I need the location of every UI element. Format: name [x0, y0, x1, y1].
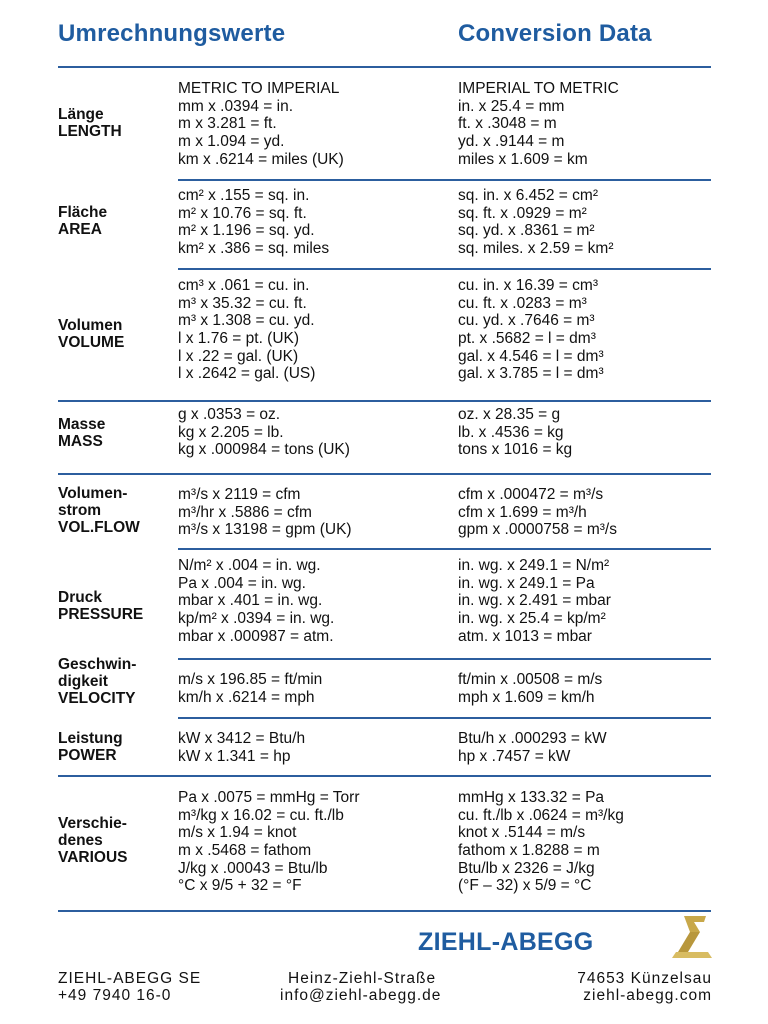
imperial-column — [458, 406, 572, 459]
footer-street: Heinz-Ziehl-Straße — [288, 970, 437, 987]
imperial-column — [458, 80, 619, 168]
section-label — [58, 589, 176, 623]
conversion-formula: miles x 1.609 = km — [458, 150, 588, 168]
title-german: Umrechnungswerte — [58, 20, 286, 47]
conversion-formula: in. x 25.4 = mm — [458, 97, 565, 115]
conversion-formula: m³/s x 2119 = cfm — [178, 486, 301, 503]
section-label-english: VOL.FLOW — [58, 519, 140, 536]
conversion-formula: m² x 1.196 = sq. yd. — [178, 222, 315, 240]
section-divider — [178, 717, 711, 719]
conversion-formula: km x .6214 = miles (UK) — [178, 150, 344, 168]
conversion-formula: gal. x 3.785 = l = dm³ — [458, 365, 604, 383]
conversion-formula: kg x .000984 = tons (UK) — [178, 441, 350, 459]
conversion-formula: m x 3.281 = ft. — [178, 115, 277, 133]
conversion-formula: N/m² x .004 = in. wg. — [178, 557, 321, 574]
conversion-formula: cfm x 1.699 = m³/h — [458, 503, 587, 521]
conversion-formula: m x 1.094 = yd. — [178, 133, 285, 151]
conversion-formula: m² x 10.76 = sq. ft. — [178, 204, 307, 222]
logo-text: ZIEHL-ABEGG — [418, 928, 594, 956]
conversion-formula: m/s x 1.94 = knot — [178, 824, 297, 842]
metric-column — [178, 486, 352, 539]
conversion-formula: in. wg. x 249.1 = N/m² — [458, 557, 610, 574]
conversion-formula: in. wg. x 2.491 = mbar — [458, 592, 611, 610]
conversion-formula: fathom x 1.8288 = m — [458, 842, 600, 860]
section-label-english: VARIOUS — [58, 849, 128, 866]
conversion-formula: kg x 2.205 = lb. — [178, 423, 284, 441]
conversion-formula: kp/m² x .0394 = in. wg. — [178, 610, 335, 628]
conversion-formula: in. wg. x 25.4 = kp/m² — [458, 610, 606, 628]
footer-web[interactable]: ziehl-abegg.com — [583, 987, 712, 1004]
conversion-formula: yd. x .9144 = m — [458, 133, 565, 151]
metric-column — [178, 730, 305, 765]
conversion-formula: oz. x 28.35 = g — [458, 406, 561, 423]
conversion-formula: °C x 9/5 + 32 = °F — [178, 877, 302, 895]
conversion-formula: sq. ft. x .0929 = m² — [458, 204, 587, 222]
conversion-formula: Btu/lb x 2326 = J/kg — [458, 859, 595, 877]
imperial-column — [458, 187, 613, 258]
conversion-formula: cu. ft. x .0283 = m³ — [458, 294, 587, 312]
conversion-formula: ft/min x .00508 = m/s — [458, 671, 603, 688]
conversion-formula: l x .2642 = gal. (US) — [178, 365, 316, 383]
metric-column — [178, 671, 322, 706]
header-rule — [58, 66, 711, 68]
conversion-formula: sq. yd. x .8361 = m² — [458, 222, 595, 240]
metric-column — [178, 80, 344, 168]
conversion-formula: cu. in. x 16.39 = cm³ — [458, 277, 598, 294]
conversion-formula: sq. miles. x 2.59 = km² — [458, 240, 614, 258]
conversion-formula: m/s x 196.85 = ft/min — [178, 671, 323, 688]
conversion-formula: kW x 1.341 = hp — [178, 747, 291, 765]
conversion-formula: Btu/h x .000293 = kW — [458, 730, 607, 747]
conversion-formula: m³/kg x 16.02 = cu. ft./lb — [178, 806, 344, 824]
conversion-formula: J/kg x .00043 = Btu/lb — [178, 859, 328, 877]
conversion-formula: cm² x .155 = sq. in. — [178, 187, 310, 204]
conversion-formula: m³/hr x .5886 = cfm — [178, 503, 312, 521]
section-label-german: Masse — [58, 416, 106, 433]
conversion-formula: METRIC TO IMPERIAL — [178, 80, 340, 97]
footer-city: 74653 Künzelsau — [577, 970, 712, 987]
metric-column — [178, 557, 334, 645]
imperial-column — [458, 277, 604, 383]
conversion-formula: m x .5468 = fathom — [178, 842, 312, 860]
metric-column — [178, 187, 329, 258]
imperial-column — [458, 730, 607, 765]
imperial-column — [458, 486, 617, 539]
conversion-formula: m³/s x 13198 = gpm (UK) — [178, 521, 352, 539]
conversion-formula: m³ x 35.32 = cu. ft. — [178, 294, 307, 312]
imperial-column — [458, 671, 602, 706]
conversion-formula: mbar x .000987 = atm. — [178, 627, 334, 645]
conversion-formula: cu. yd. x .7646 = m³ — [458, 312, 595, 330]
conversion-formula: knot x .5144 = m/s — [458, 824, 586, 842]
section-divider — [178, 548, 711, 550]
section-divider — [58, 775, 711, 777]
conversion-formula: IMPERIAL TO METRIC — [458, 80, 619, 97]
section-label-german: Geschwin- — [58, 656, 137, 673]
section-label-english: VELOCITY — [58, 690, 136, 707]
section-label-english: POWER — [58, 747, 117, 764]
section-label-english: MASS — [58, 433, 103, 450]
conversion-formula: lb. x .4536 = kg — [458, 423, 564, 441]
section-label-english: PRESSURE — [58, 606, 144, 623]
section-label — [58, 204, 176, 238]
section-label-german: strom — [58, 502, 102, 519]
conversion-formula: mph x 1.609 = km/h — [458, 688, 595, 706]
conversion-formula: mm x .0394 = in. — [178, 97, 294, 115]
section-label-german: Leistung — [58, 730, 123, 747]
imperial-column — [458, 789, 624, 895]
conversion-formula: gpm x .0000758 = m³/s — [458, 521, 617, 539]
section-label — [58, 485, 176, 536]
section-label — [58, 416, 176, 450]
section-label-german: denes — [58, 832, 103, 849]
section-label-german: Druck — [58, 589, 102, 606]
section-divider — [58, 473, 711, 475]
conversion-formula: (°F – 32) x 5/9 = °C — [458, 877, 592, 895]
section-label — [58, 815, 176, 866]
section-label-english: AREA — [58, 221, 102, 238]
brand-logo — [418, 914, 718, 962]
footer-email[interactable]: info@ziehl-abegg.de — [280, 987, 442, 1004]
conversion-formula: sq. in. x 6.452 = cm² — [458, 187, 598, 204]
conversion-formula: g x .0353 = oz. — [178, 406, 281, 423]
conversion-formula: tons x 1016 = kg — [458, 441, 573, 459]
conversion-formula: atm. x 1013 = mbar — [458, 627, 592, 645]
section-label-german: Verschie- — [58, 815, 127, 832]
footer-phone: +49 7940 16-0 — [58, 987, 172, 1004]
footer-company: ZIEHL-ABEGG SE — [58, 970, 202, 987]
ziehl-abegg-logo-mark-icon — [670, 914, 714, 960]
conversion-formula: km/h x .6214 = mph — [178, 688, 315, 706]
conversion-formula: Pa x .0075 = mmHg = Torr — [178, 789, 360, 806]
imperial-column — [458, 557, 611, 645]
section-label-german: Fläche — [58, 204, 108, 221]
section-label — [58, 730, 176, 764]
conversion-formula: Pa x .004 = in. wg. — [178, 574, 306, 592]
section-label-english: VOLUME — [58, 334, 125, 351]
section-label-german: Volumen- — [58, 485, 128, 502]
title-english: Conversion Data — [458, 20, 652, 47]
metric-column — [178, 277, 315, 383]
section-divider — [178, 658, 711, 660]
section-label — [58, 317, 176, 351]
conversion-formula: l x .22 = gal. (UK) — [178, 347, 299, 365]
conversion-formula: km² x .386 = sq. miles — [178, 240, 330, 258]
conversion-formula: l x 1.76 = pt. (UK) — [178, 330, 300, 348]
conversion-formula: cu. ft./lb x .0624 = m³/kg — [458, 806, 624, 824]
conversion-formula: in. wg. x 249.1 = Pa — [458, 574, 595, 592]
metric-column — [178, 406, 350, 459]
conversion-formula: cm³ x .061 = cu. in. — [178, 277, 310, 294]
footer-rule — [58, 910, 711, 912]
section-label — [58, 106, 176, 140]
section-label-german: Volumen — [58, 317, 123, 334]
section-label — [58, 656, 176, 707]
conversion-formula: mmHg x 133.32 = Pa — [458, 789, 605, 806]
conversion-formula: cfm x .000472 = m³/s — [458, 486, 604, 503]
section-label-german: digkeit — [58, 673, 108, 690]
conversion-formula: pt. x .5682 = l = dm³ — [458, 330, 596, 348]
conversion-formula: hp x .7457 = kW — [458, 747, 571, 765]
conversion-formula: mbar x .401 = in. wg. — [178, 592, 323, 610]
metric-column — [178, 789, 360, 895]
conversion-formula: ft. x .3048 = m — [458, 115, 557, 133]
page-header — [0, 0, 768, 70]
section-divider — [178, 179, 711, 181]
section-divider — [58, 400, 711, 402]
conversion-formula: m³ x 1.308 = cu. yd. — [178, 312, 315, 330]
section-divider — [178, 268, 711, 270]
section-label-german: Länge — [58, 106, 104, 123]
conversion-formula: gal. x 4.546 = l = dm³ — [458, 347, 604, 365]
section-label-english: LENGTH — [58, 123, 122, 140]
conversion-formula: kW x 3412 = Btu/h — [178, 730, 306, 747]
